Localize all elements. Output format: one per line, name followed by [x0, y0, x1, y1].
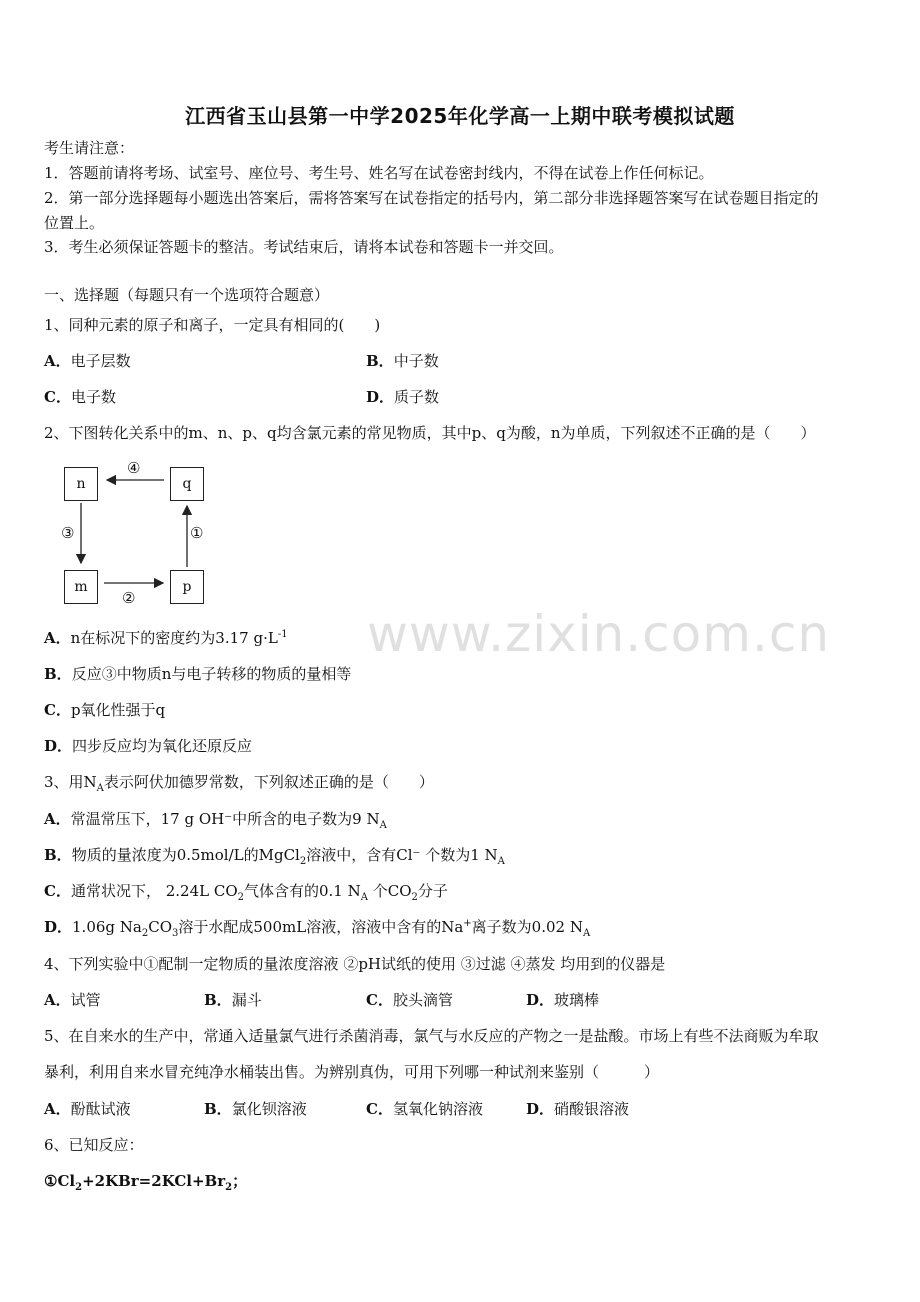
- option-text: 溶液中，含有Cl⁻ 个数为1 N: [306, 846, 498, 864]
- q3-option-a: [44, 808, 387, 829]
- option-label: A．: [44, 810, 71, 828]
- option-text: 反应③中物质n与电子转移的物质的量相等: [71, 665, 352, 683]
- option-text: n在标况下的密度约为3.17 g·L: [70, 629, 278, 647]
- q2-option-b: [44, 663, 351, 684]
- option-label: B．: [44, 665, 72, 683]
- q4-option-b: [204, 989, 262, 1010]
- option-text: 胶头滴管: [392, 991, 453, 1009]
- superscript: -1: [277, 629, 288, 640]
- option-text: 气体含有的0.1 N: [244, 882, 361, 900]
- option-text: 四步反应均为氧化还原反应: [72, 737, 253, 755]
- q4-option-c: [366, 989, 453, 1010]
- q2-option-c: [44, 699, 165, 720]
- subscript: A: [96, 783, 104, 794]
- subscript: 2: [411, 892, 418, 903]
- subscript: A: [582, 928, 591, 939]
- option-label: C．: [366, 991, 393, 1009]
- option-label: D．: [366, 388, 395, 406]
- q1-option-c: [44, 386, 116, 407]
- step-1-label: ①: [190, 524, 204, 542]
- node-n: n: [64, 467, 98, 501]
- step-3-label: ③: [61, 524, 75, 542]
- option-text: p氧化性强于q: [70, 701, 166, 719]
- q3-option-c: [44, 880, 448, 901]
- option-label: A．: [44, 1100, 71, 1118]
- option-text: 物质的量浓度为0.5mol/L的MgCl: [71, 846, 300, 864]
- option-text: 分子: [417, 882, 448, 900]
- q4-option-a: [44, 989, 101, 1010]
- option-text: 氢氧化钠溶液: [392, 1100, 483, 1118]
- q3-option-b: [44, 844, 505, 865]
- subscript: 2: [225, 1182, 233, 1193]
- option-text: 中子数: [393, 352, 439, 370]
- notice-item: 1．答题前请将考场、试室号、座位号、考生号、姓名写在试卷密封线内，不得在试卷上作任何标记。: [44, 164, 714, 182]
- stem-text: 3、用N: [44, 773, 97, 791]
- q6-equation-1: [44, 1170, 247, 1191]
- option-label: D．: [526, 1100, 555, 1118]
- q2-option-a: [44, 627, 288, 648]
- option-label: A．: [44, 352, 71, 370]
- equation-text: +2KBr=2KCl+Br: [82, 1172, 226, 1190]
- option-text: 酚酞试液: [70, 1100, 131, 1118]
- question-6-stem: 6、已知反应：: [44, 1136, 144, 1154]
- option-text: 玻璃棒: [554, 991, 600, 1009]
- question-5-stem-cont: 暴利，利用自来水冒充纯净水桶装出售。为辨别真伪，可用下列哪一种试剂来鉴别（ ）: [44, 1063, 660, 1081]
- subscript: 2: [75, 1182, 83, 1193]
- q1-option-b: [366, 350, 439, 371]
- step-2-label: ②: [122, 589, 136, 607]
- option-label: C．: [366, 1100, 393, 1118]
- option-text: 氯化钡溶液: [231, 1100, 307, 1118]
- option-label: C．: [44, 882, 71, 900]
- subscript: 2: [141, 928, 149, 939]
- option-label: A．: [44, 991, 71, 1009]
- option-text: 漏斗: [231, 991, 262, 1009]
- option-text: CO: [148, 918, 173, 936]
- option-label: A．: [44, 629, 71, 647]
- option-text: 电子层数: [70, 352, 131, 370]
- subscript: A: [497, 856, 505, 867]
- option-text: 溶于水配成500mL溶液，溶液中含有的Na: [178, 918, 464, 936]
- q2-option-d: [44, 735, 252, 756]
- option-label: C．: [44, 388, 71, 406]
- option-label: B．: [44, 846, 72, 864]
- notice-heading: 考生请注意：: [44, 139, 135, 157]
- step-4-label: ④: [127, 459, 141, 477]
- option-label: D．: [44, 918, 73, 936]
- node-q: q: [170, 467, 204, 501]
- option-text: 硝酸银溶液: [554, 1100, 630, 1118]
- q5-option-b: [204, 1098, 307, 1119]
- question-1-stem: 1、同种元素的原子和离子，一定具有相同的( ): [44, 316, 381, 334]
- option-text: 通常状况下， 2.24L CO: [70, 882, 238, 900]
- option-label: B．: [366, 352, 394, 370]
- q5-option-c: [366, 1098, 483, 1119]
- node-m: m: [64, 570, 98, 604]
- option-text: 1.06g Na: [72, 918, 142, 936]
- question-3-stem: [44, 771, 434, 792]
- equation-text: ①Cl: [44, 1172, 76, 1190]
- q3-option-d: [44, 916, 590, 937]
- option-text: 离子数为0.02 N: [471, 918, 583, 936]
- option-text: 常温常压下，17 g OH⁻中所含的电子数为9 N: [70, 810, 380, 828]
- option-text: 试管: [70, 991, 101, 1009]
- page-title: 江西省玉山县第一中学2025年化学高一上期中联考模拟试题: [185, 104, 735, 128]
- option-label: D．: [44, 737, 73, 755]
- question-5-stem: 5、在自来水的生产中，常通入适量氯气进行杀菌消毒，氯气与水反应的产物之一是盐酸。市场上有些不法商贩为牟取: [44, 1027, 819, 1045]
- question-2-stem: 2、下图转化关系中的m、n、p、q均含氯元素的常见物质，其中p、q为酸，n为单质，下列叙述不正确的是（ ）: [44, 424, 816, 442]
- q1-option-d: [366, 386, 439, 407]
- section-heading: 一、选择题（每题只有一个选项符合题意）: [44, 286, 330, 304]
- subscript: A: [379, 820, 387, 831]
- option-label: C．: [44, 701, 71, 719]
- option-text: 电子数: [70, 388, 116, 406]
- stem-text: 表示阿伏加德罗常数，下列叙述正确的是（ ）: [103, 773, 434, 791]
- option-label: B．: [204, 1100, 232, 1118]
- option-label: B．: [204, 991, 232, 1009]
- equation-text: ；: [232, 1172, 248, 1190]
- subscript: 2: [299, 856, 307, 867]
- watermark: www.zixin.com.cn: [367, 605, 831, 663]
- notice-item: 3．考生必须保证答题卡的整洁。考试结束后，请将本试卷和答题卡一并交回。: [44, 238, 564, 256]
- q5-option-a: [44, 1098, 131, 1119]
- option-text: 个CO: [367, 882, 412, 900]
- q4-option-d: [526, 989, 599, 1010]
- option-text: 质子数: [394, 388, 440, 406]
- q1-option-a: [44, 350, 131, 371]
- notice-item: 2．第一部分选择题每小题选出答案后，需将答案写在试卷指定的括号内，第二部分非选择题答案写在试卷题目指定的: [44, 189, 819, 207]
- notice-item: 位置上。: [44, 214, 105, 232]
- subscript: 3: [172, 928, 179, 939]
- option-label: D．: [526, 991, 555, 1009]
- subscript: A: [360, 892, 368, 903]
- superscript: +: [463, 918, 472, 929]
- q5-option-d: [526, 1098, 629, 1119]
- node-p: p: [170, 570, 204, 604]
- subscript: 2: [237, 892, 244, 903]
- question-4-stem: 4、下列实验中①配制一定物质的量浓度溶液 ②pH试纸的使用 ③过滤 ④蒸发 均用到的仪器是: [44, 955, 666, 973]
